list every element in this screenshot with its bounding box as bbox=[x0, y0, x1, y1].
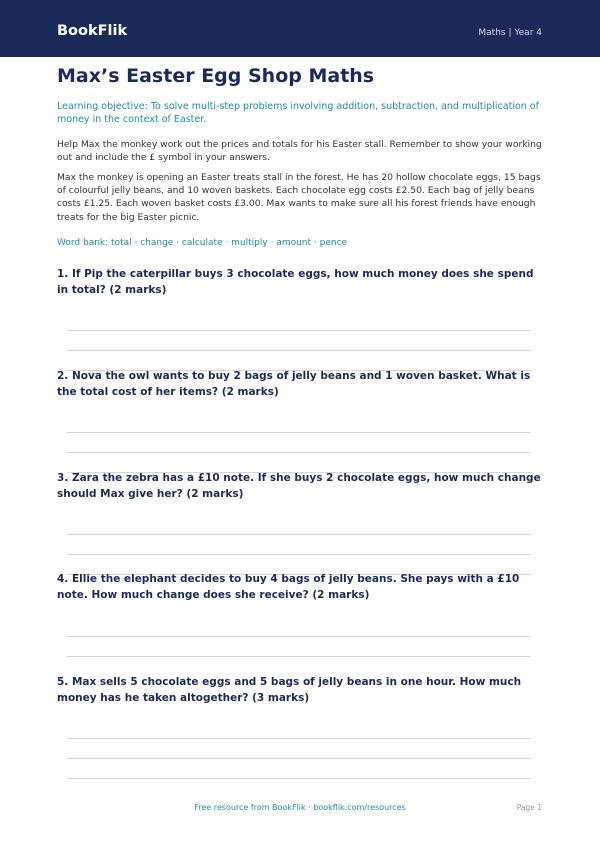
answer-line[interactable] bbox=[67, 554, 531, 555]
question-4: 4. Ellie the elephant decides to buy 4 bags of jelly beans. She pays with a £10 note. How much change does she receive? (2 marks) bbox=[57, 573, 520, 601]
question-2: 2. Nova the owl wants to buy 2 bags of jelly beans and 1 woven basket. What is the total cost of her items? (2 marks) bbox=[57, 370, 531, 398]
answer-line[interactable] bbox=[67, 656, 531, 657]
answer-line[interactable] bbox=[67, 350, 531, 351]
instructions-text: Help Max the monkey work out the prices and totals for his Easter stall. Remember to show your working out and include the £ symbol in your answers. bbox=[57, 139, 542, 164]
word-bank: Word bank: total · change · calculate · multiply · amount · pence bbox=[57, 238, 348, 248]
answer-line[interactable] bbox=[67, 758, 531, 759]
answer-line[interactable] bbox=[67, 738, 531, 739]
answer-line[interactable] bbox=[67, 432, 531, 433]
answer-line[interactable] bbox=[67, 330, 531, 331]
page-title: Max’s Easter Egg Shop Maths bbox=[57, 65, 375, 87]
footer-resource-link[interactable]: Free resource from BookFlik · bookflik.com/resources bbox=[194, 803, 406, 812]
subject-year-label: Maths | Year 4 bbox=[478, 28, 542, 38]
learning-objective: Learning objective: To solve multi-step problems involving addition, subtraction, and multiplication of money in the context of Easter. bbox=[57, 101, 539, 125]
question-1: 1. If Pip the caterpillar buys 3 chocolate eggs, how much money does she spend in total? (2 marks) bbox=[57, 268, 534, 296]
question-3: 3. Zara the zebra has a £10 note. If she buys 2 chocolate eggs, how much change should Max give her? (2 marks) bbox=[57, 472, 541, 500]
question-5: 5. Max sells 5 chocolate eggs and 5 bags of jelly beans in one hour. How much money has he taken altogether? (3 marks) bbox=[57, 676, 522, 704]
story-text: Max the monkey is opening an Easter treats stall in the forest. He has 20 hollow chocolate eggs, 15 bags of colourful jelly beans, and 10 woven baskets. Each chocolate egg costs £2.50. Each bag of jelly beans costs £1.25. Each woven basket costs £3.00. Max wants to make sure all his forest friends have enough treats for the big Easter picnic. bbox=[57, 172, 541, 223]
header-bar bbox=[0, 0, 600, 57]
answer-line[interactable] bbox=[67, 778, 531, 779]
brand-logo[interactable]: BookFlik bbox=[57, 23, 128, 39]
answer-line[interactable] bbox=[67, 534, 531, 535]
answer-line[interactable] bbox=[67, 452, 531, 453]
answer-line[interactable] bbox=[67, 636, 531, 637]
page-number: Page 1 bbox=[516, 803, 542, 812]
